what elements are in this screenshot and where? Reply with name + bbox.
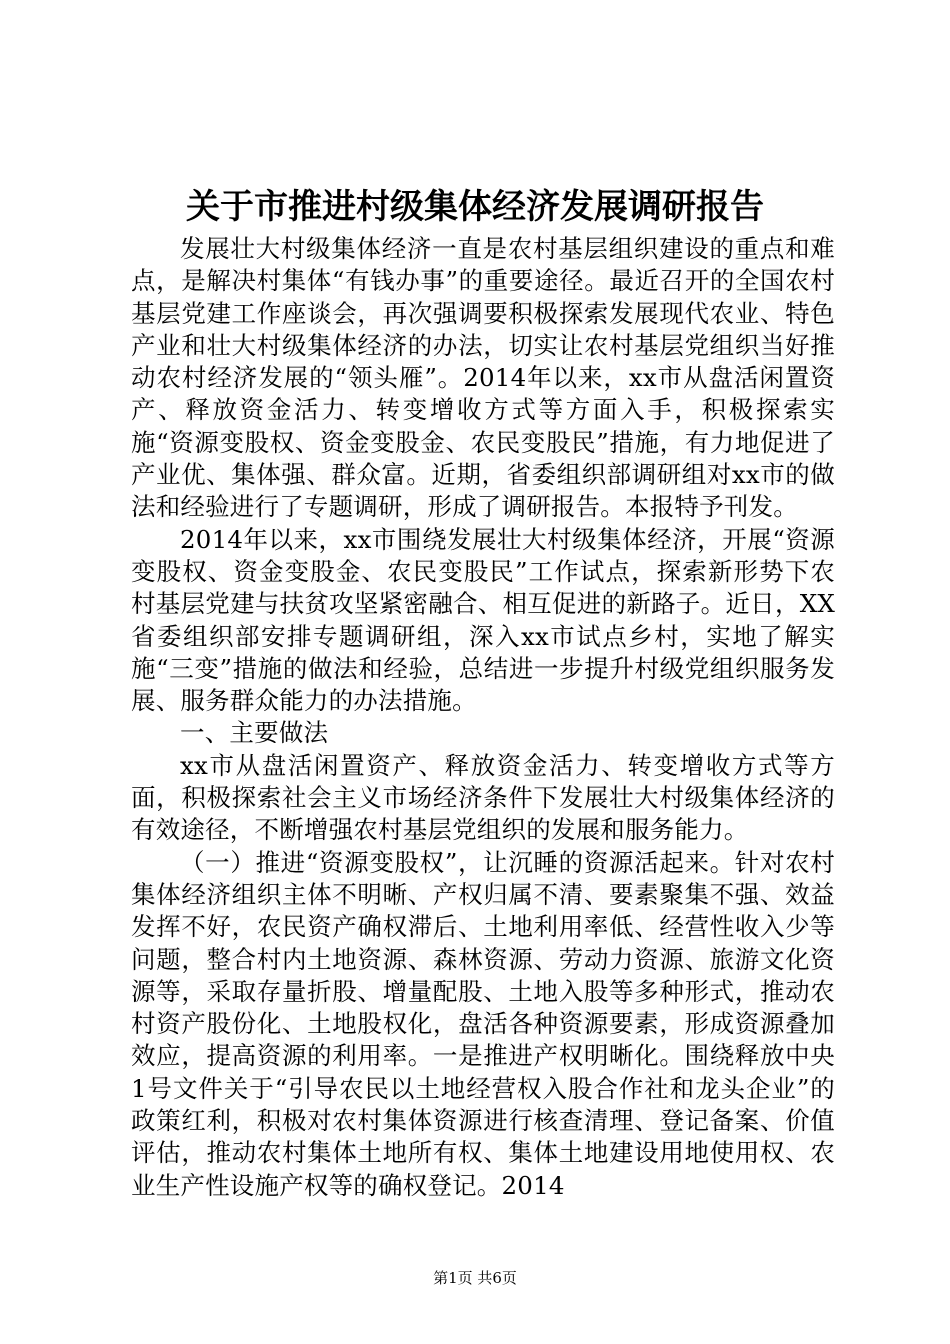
page-footer: 第1页 共6页	[433, 1269, 517, 1287]
background-paragraph: 2014年以来，xx市围绕发展壮大村级集体经济，开展“资源变股权、资金变股金、农民变股民”工作试点，探索新形势下农村基层党建与扶贫攻坚紧密融合、相互促进的新路子。近日，XX省委组织部安排专题调研组，深入xx市试点乡村，实地了解实施“三变”措施的做法和经验，总结进一步提升村级党组织服务发展、服务群众能力的办法措施。	[131, 524, 835, 716]
document-body	[131, 233, 835, 1202]
section-detail-paragraph: （一）推进“资源变股权”，让沉睡的资源活起来。针对农村集体经济组织主体不明晰、产权归属不清、要素聚集不强、效益发挥不好，农民资产确权滞后、土地利用率低、经营性收入少等问题，整合村内土地资源、森林资源、劳动力资源、旅游文化资源等，采取存量折股、增量配股、土地入股等多种形式，推动农村资产股份化、土地股权化，盘活各种资源要素，形成资源叠加效应，提高资源的利用率。一是推进产权明晰化。围绕释放中央1号文件关于“引导农民以土地经营权入股合作社和龙头企业”的政策红利，积极对农村集体资源进行核查清理、登记备案、价值评估，推动农村集体土地所有权、集体土地建设用地使用权、农业生产性设施产权等的确权登记。2014	[131, 847, 835, 1200]
intro-paragraph: 发展壮大村级集体经济一直是农村基层组织建设的重点和难点，是解决村集体“有钱办事”的重要途径。最近召开的全国农村基层党建工作座谈会，再次强调要积极探索发展现代农业、特色产业和壮大村级集体经济的办法，切实让农村基层党组织当好推动农村经济发展的“领头雁”。2014年以来，xx市从盘活闲置资产、释放资金活力、转变增收方式等方面入手，积极探索实施“资源变股权、资金变股金、农民变股民”措施，有力地促进了产业优、集体强、群众富。近期，省委组织部调研组对xx市的做法和经验进行了专题调研，形成了调研报告。本报特予刊发。	[131, 234, 835, 522]
section-intro-paragraph: xx市从盘活闲置资产、释放资金活力、转变增收方式等方面，积极探索社会主义市场经济条件下发展壮大村级集体经济的有效途径，不断增强农村基层党组织的发展和服务能力。	[131, 750, 835, 845]
document-title: 关于市推进村级集体经济发展调研报告	[186, 187, 764, 227]
section-heading: 一、主要做法	[180, 718, 329, 748]
